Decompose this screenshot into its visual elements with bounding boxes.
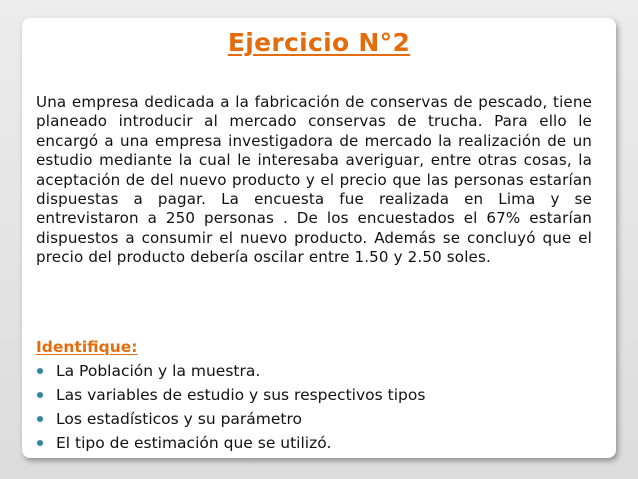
identify-heading: Identifique: [36,338,138,356]
problem-statement [36,93,592,268]
task-list [36,359,425,455]
paragraph-text: Una empresa dedicada a la fabricación de conservas de pescado, tiene planeado introducir al mercado conservas de trucha. Para ello le encargó a una empresa investigadora de mercado la realización de un estudio mediante la cual le interesaba averiguar, entre otras cosas, la aceptación de del nuevo producto y el precio que las personas estarían dispuestas a pagar. La encuesta fue realizada en Lima y se entrevistaron a 250 personas . De los encuestados el 67% estarían dispuestos a consumir el nuevo producto. Además se concluyó que el precio del producto debería oscilar entre 1.50 y 2.50 soles. [36,93,592,267]
list-item [36,431,425,455]
bullet-icon [37,368,43,374]
list-item-text: El tipo de estimación que se utilizó. [56,434,332,452]
list-item-text: La Población y la muestra. [56,362,261,380]
list-item-text: Las variables de estudio y sus respectivos tipos [56,386,426,404]
list-item [36,359,425,383]
list-item [36,383,425,407]
list-item [36,407,425,431]
bullet-icon [37,440,43,446]
bullet-icon [37,416,43,422]
slide-title: Ejercicio N°2 [227,28,411,57]
list-item-text: Los estadísticos y su parámetro [56,410,303,428]
bullet-icon [37,392,43,398]
